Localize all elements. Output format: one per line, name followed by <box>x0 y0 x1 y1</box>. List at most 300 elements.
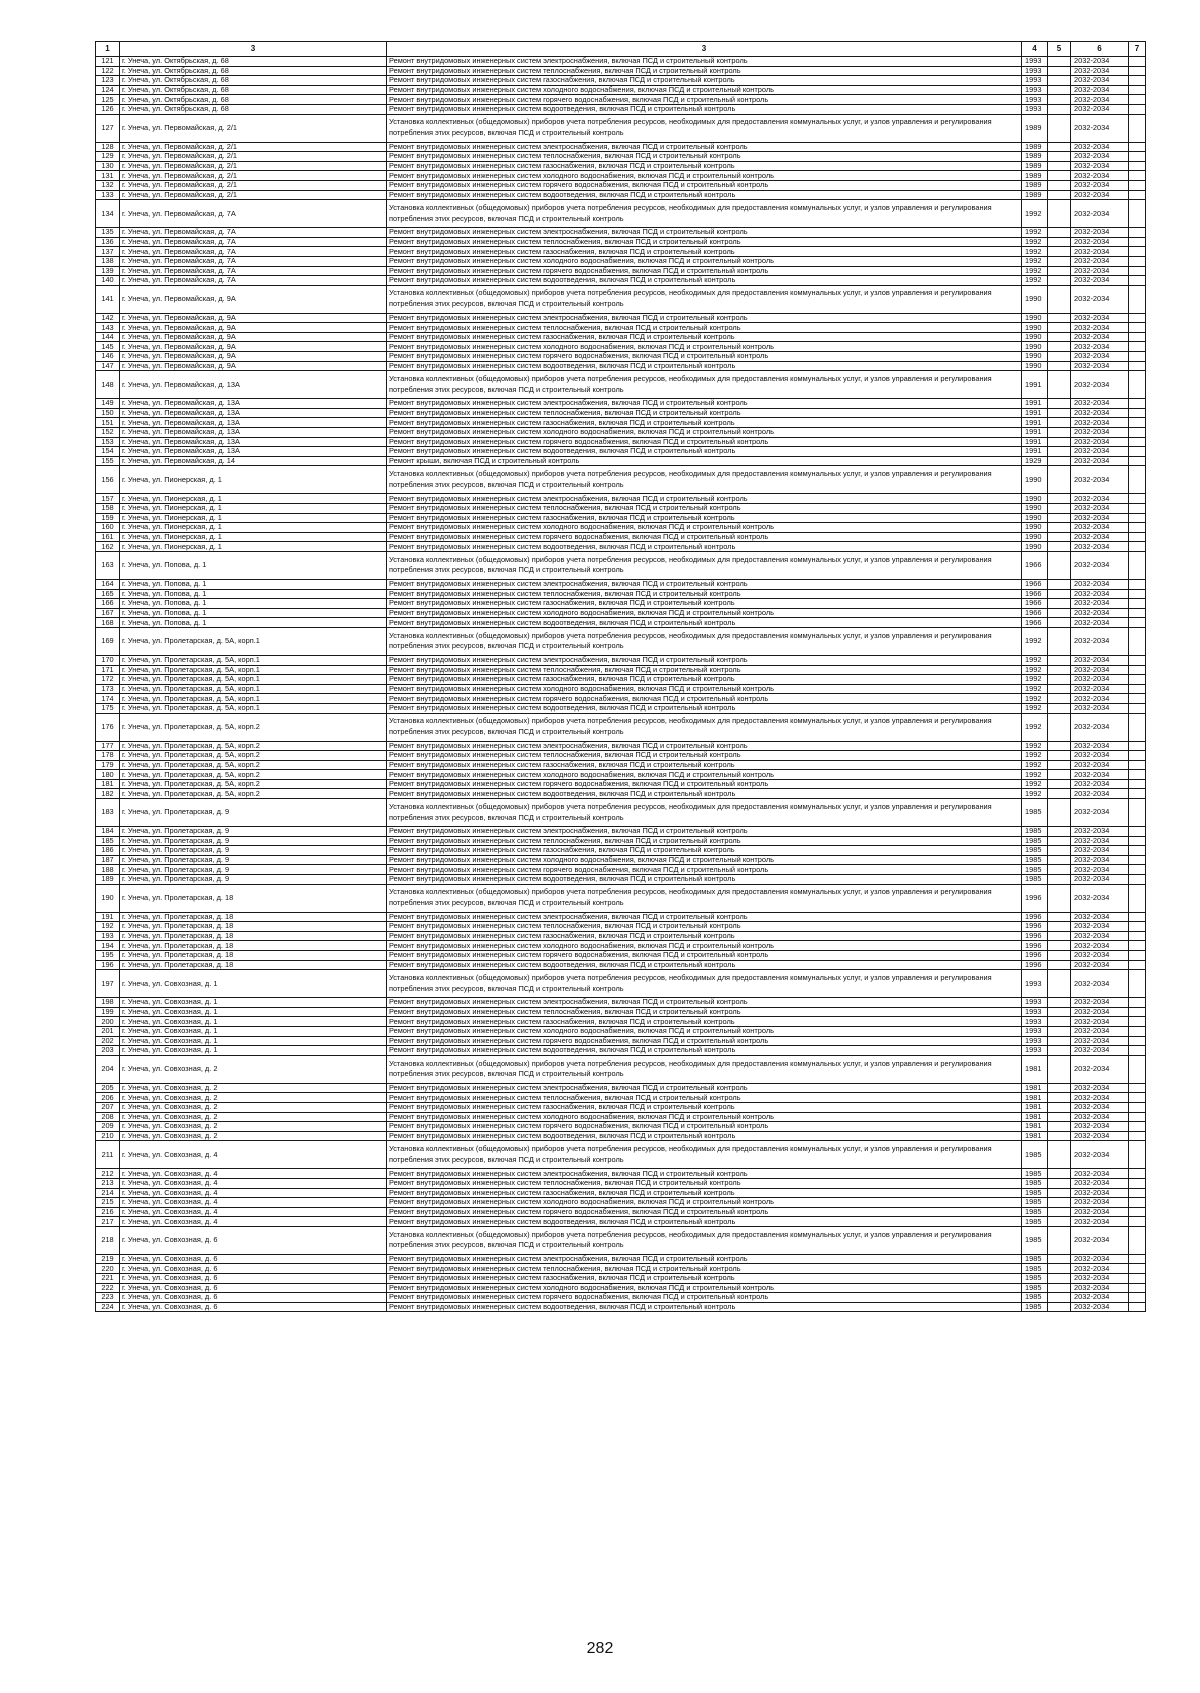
row-number: 160 <box>96 523 120 533</box>
row-number: 184 <box>96 827 120 837</box>
row-col-7 <box>1129 161 1146 171</box>
row-work-type: Ремонт внутридомовых инженерных систем водоотведения, включая ПСД и строительный контроль <box>387 104 1022 114</box>
row-number: 196 <box>96 960 120 970</box>
row-col-7 <box>1129 1007 1146 1017</box>
row-year: 1981 <box>1022 1131 1048 1141</box>
row-year: 1992 <box>1022 200 1048 228</box>
row-work-type: Установка коллективных (общедомовых) приборов учета потребления ресурсов, необходимых для предоставления коммунальных услуг, и узлов управления и регулирования потребления этих ресурсов, включая ПСД и строительный контроль <box>387 285 1022 313</box>
row-number: 154 <box>96 447 120 457</box>
row-address: г. Унеча, ул. Октябрьская, д. 68 <box>120 76 387 86</box>
table-row <box>96 579 1146 589</box>
row-work-type: Ремонт внутридомовых инженерных систем теплоснабжения, включая ПСД и строительный контроль <box>387 237 1022 247</box>
table-row <box>96 371 1146 399</box>
row-period: 2032-2034 <box>1071 998 1129 1008</box>
table-row <box>96 247 1146 257</box>
row-work-type: Ремонт внутридомовых инженерных систем горячего водоснабжения, включая ПСД и строительный контроль <box>387 95 1022 105</box>
row-col-5 <box>1048 799 1071 827</box>
row-address: г. Унеча, ул. Совхозная, д. 6 <box>120 1283 387 1293</box>
table-row <box>96 998 1146 1008</box>
row-year: 1992 <box>1022 789 1048 799</box>
table-row <box>96 1122 1146 1132</box>
row-col-7 <box>1129 1178 1146 1188</box>
row-col-5 <box>1048 152 1071 162</box>
row-period: 2032-2034 <box>1071 1141 1129 1169</box>
table-row <box>96 542 1146 552</box>
row-address: г. Унеча, ул. Пролетарская, д. 5А, корп.2 <box>120 760 387 770</box>
row-work-type: Ремонт внутридомовых инженерных систем горячего водоснабжения, включая ПСД и строительный контроль <box>387 951 1022 961</box>
row-year: 1993 <box>1022 104 1048 114</box>
row-col-5 <box>1048 694 1071 704</box>
row-col-7 <box>1129 1131 1146 1141</box>
row-number: 163 <box>96 551 120 579</box>
row-address: г. Унеча, ул. Пролетарская, д. 9 <box>120 827 387 837</box>
row-col-7 <box>1129 1207 1146 1217</box>
row-work-type: Ремонт внутридомовых инженерных систем холодного водоснабжения, включая ПСД и строительный контроль <box>387 256 1022 266</box>
row-col-7 <box>1129 85 1146 95</box>
row-work-type: Ремонт внутридомовых инженерных систем горячего водоснабжения, включая ПСД и строительный контроль <box>387 266 1022 276</box>
row-address: г. Унеча, ул. Пролетарская, д. 18 <box>120 884 387 912</box>
row-number: 170 <box>96 655 120 665</box>
table-row <box>96 751 1146 761</box>
row-col-7 <box>1129 266 1146 276</box>
row-col-5 <box>1048 1131 1071 1141</box>
row-work-type: Ремонт внутридомовых инженерных систем теплоснабжения, включая ПСД и строительный контроль <box>387 922 1022 932</box>
row-work-type: Установка коллективных (общедомовых) приборов учета потребления ресурсов, необходимых для предоставления коммунальных услуг, и узлов управления и регулирования потребления этих ресурсов, включая ПСД и строительный контроль <box>387 799 1022 827</box>
row-number: 217 <box>96 1217 120 1227</box>
row-col-7 <box>1129 960 1146 970</box>
table-row <box>96 884 1146 912</box>
row-year: 1985 <box>1022 855 1048 865</box>
row-work-type: Ремонт внутридомовых инженерных систем теплоснабжения, включая ПСД и строительный контроль <box>387 1093 1022 1103</box>
row-col-7 <box>1129 827 1146 837</box>
header-col-6: 6 <box>1071 42 1129 57</box>
row-year: 1985 <box>1022 1302 1048 1312</box>
row-period: 2032-2034 <box>1071 332 1129 342</box>
table-row <box>96 1226 1146 1254</box>
row-address: г. Унеча, ул. Пионерская, д. 1 <box>120 494 387 504</box>
row-work-type: Ремонт внутридомовых инженерных систем холодного водоснабжения, включая ПСД и строительный контроль <box>387 171 1022 181</box>
header-col-5: 5 <box>1048 42 1071 57</box>
row-period: 2032-2034 <box>1071 418 1129 428</box>
table-row <box>96 941 1146 951</box>
row-address: г. Унеча, ул. Первомайская, д. 2/1 <box>120 142 387 152</box>
row-col-5 <box>1048 104 1071 114</box>
row-address: г. Унеча, ул. Пролетарская, д. 9 <box>120 799 387 827</box>
row-work-type: Ремонт внутридомовых инженерных систем холодного водоснабжения, включая ПСД и строительный контроль <box>387 85 1022 95</box>
row-address: г. Унеча, ул. Пролетарская, д. 18 <box>120 931 387 941</box>
row-period: 2032-2034 <box>1071 1293 1129 1303</box>
row-work-type: Ремонт внутридомовых инженерных систем горячего водоснабжения, включая ПСД и строительный контроль <box>387 694 1022 704</box>
row-address: г. Унеча, ул. Пролетарская, д. 5А, корп.2 <box>120 779 387 789</box>
row-period: 2032-2034 <box>1071 675 1129 685</box>
row-work-type: Ремонт внутридомовых инженерных систем теплоснабжения, включая ПСД и строительный контроль <box>387 504 1022 514</box>
row-period: 2032-2034 <box>1071 865 1129 875</box>
row-year: 1985 <box>1022 865 1048 875</box>
table-row <box>96 1188 1146 1198</box>
row-col-5 <box>1048 342 1071 352</box>
table-row <box>96 1254 1146 1264</box>
row-work-type: Ремонт внутридомовых инженерных систем холодного водоснабжения, включая ПСД и строительный контроль <box>387 1283 1022 1293</box>
row-address: г. Унеча, ул. Пролетарская, д. 18 <box>120 960 387 970</box>
row-col-5 <box>1048 998 1071 1008</box>
row-col-5 <box>1048 884 1071 912</box>
row-year: 1985 <box>1022 1169 1048 1179</box>
table-row <box>96 618 1146 628</box>
row-period: 2032-2034 <box>1071 922 1129 932</box>
row-year: 1989 <box>1022 114 1048 142</box>
row-period: 2032-2034 <box>1071 456 1129 466</box>
table-row <box>96 589 1146 599</box>
row-period: 2032-2034 <box>1071 684 1129 694</box>
row-address: г. Унеча, ул. Октябрьская, д. 68 <box>120 57 387 67</box>
row-col-7 <box>1129 655 1146 665</box>
row-year: 1989 <box>1022 161 1048 171</box>
row-period: 2032-2034 <box>1071 770 1129 780</box>
row-year: 1993 <box>1022 57 1048 67</box>
row-col-7 <box>1129 95 1146 105</box>
table-row <box>96 142 1146 152</box>
row-number: 158 <box>96 504 120 514</box>
row-work-type: Ремонт внутридомовых инженерных систем водоотведения, включая ПСД и строительный контроль <box>387 1046 1022 1056</box>
row-number: 157 <box>96 494 120 504</box>
row-address: г. Унеча, ул. Пролетарская, д. 5А, корп.1 <box>120 665 387 675</box>
row-col-5 <box>1048 1007 1071 1017</box>
table-row <box>96 418 1146 428</box>
row-number: 135 <box>96 228 120 238</box>
row-number: 212 <box>96 1169 120 1179</box>
row-col-5 <box>1048 66 1071 76</box>
row-year: 1985 <box>1022 846 1048 856</box>
row-col-5 <box>1048 237 1071 247</box>
row-period: 2032-2034 <box>1071 313 1129 323</box>
table-row <box>96 770 1146 780</box>
row-col-5 <box>1048 332 1071 342</box>
row-col-7 <box>1129 665 1146 675</box>
row-year: 1989 <box>1022 171 1048 181</box>
table-row <box>96 694 1146 704</box>
table-row <box>96 551 1146 579</box>
table-row <box>96 266 1146 276</box>
row-col-7 <box>1129 152 1146 162</box>
row-period: 2032-2034 <box>1071 1198 1129 1208</box>
row-number: 147 <box>96 361 120 371</box>
row-address: г. Унеча, ул. Совхозная, д. 1 <box>120 970 387 998</box>
table-row <box>96 1007 1146 1017</box>
row-period: 2032-2034 <box>1071 1017 1129 1027</box>
row-address: г. Унеча, ул. Первомайская, д. 9А <box>120 313 387 323</box>
row-year: 1993 <box>1022 1007 1048 1017</box>
row-period: 2032-2034 <box>1071 884 1129 912</box>
row-col-7 <box>1129 846 1146 856</box>
table-row <box>96 276 1146 286</box>
row-col-5 <box>1048 703 1071 713</box>
row-address: г. Унеча, ул. Первомайская, д. 14 <box>120 456 387 466</box>
row-work-type: Ремонт внутридомовых инженерных систем водоотведения, включая ПСД и строительный контроль <box>387 447 1022 457</box>
row-period: 2032-2034 <box>1071 1283 1129 1293</box>
row-col-5 <box>1048 713 1071 741</box>
row-address: г. Унеча, ул. Первомайская, д. 9А <box>120 352 387 362</box>
row-col-5 <box>1048 618 1071 628</box>
row-col-7 <box>1129 447 1146 457</box>
row-work-type: Ремонт внутридомовых инженерных систем холодного водоснабжения, включая ПСД и строительный контроль <box>387 1112 1022 1122</box>
work-plan-table <box>95 41 1146 1312</box>
table-row <box>96 152 1146 162</box>
row-address: г. Унеча, ул. Совхозная, д. 4 <box>120 1141 387 1169</box>
row-year: 1993 <box>1022 970 1048 998</box>
table-row <box>96 960 1146 970</box>
table-row <box>96 361 1146 371</box>
table-row <box>96 1264 1146 1274</box>
row-year: 1992 <box>1022 256 1048 266</box>
row-col-5 <box>1048 827 1071 837</box>
row-col-7 <box>1129 1026 1146 1036</box>
row-col-5 <box>1048 1083 1071 1093</box>
row-col-5 <box>1048 399 1071 409</box>
row-col-5 <box>1048 256 1071 266</box>
row-col-5 <box>1048 684 1071 694</box>
row-address: г. Унеча, ул. Пролетарская, д. 9 <box>120 855 387 865</box>
row-col-7 <box>1129 1017 1146 1027</box>
row-number: 169 <box>96 627 120 655</box>
row-period: 2032-2034 <box>1071 846 1129 856</box>
row-work-type: Ремонт внутридомовых инженерных систем холодного водоснабжения, включая ПСД и строительный контроль <box>387 523 1022 533</box>
row-address: г. Унеча, ул. Совхозная, д. 1 <box>120 1046 387 1056</box>
row-number: 195 <box>96 951 120 961</box>
row-number: 172 <box>96 675 120 685</box>
row-number: 186 <box>96 846 120 856</box>
row-col-5 <box>1048 627 1071 655</box>
row-number: 202 <box>96 1036 120 1046</box>
row-period: 2032-2034 <box>1071 779 1129 789</box>
row-period: 2032-2034 <box>1071 751 1129 761</box>
row-number: 183 <box>96 799 120 827</box>
row-number: 204 <box>96 1055 120 1083</box>
row-address: г. Унеча, ул. Пролетарская, д. 5А, корп.1 <box>120 703 387 713</box>
table-row <box>96 161 1146 171</box>
row-col-5 <box>1048 789 1071 799</box>
work-plan-table-page <box>95 41 1145 1312</box>
row-col-5 <box>1048 161 1071 171</box>
table-row <box>96 684 1146 694</box>
row-work-type: Установка коллективных (общедомовых) приборов учета потребления ресурсов, необходимых для предоставления коммунальных услуг, и узлов управления и регулирования потребления этих ресурсов, включая ПСД и строительный контроль <box>387 1141 1022 1169</box>
row-year: 1985 <box>1022 827 1048 837</box>
row-col-5 <box>1048 1055 1071 1083</box>
table-row <box>96 1055 1146 1083</box>
row-year: 1992 <box>1022 741 1048 751</box>
row-col-5 <box>1048 770 1071 780</box>
row-period: 2032-2034 <box>1071 1302 1129 1312</box>
row-col-7 <box>1129 931 1146 941</box>
row-number: 223 <box>96 1293 120 1303</box>
row-work-type: Ремонт внутридомовых инженерных систем холодного водоснабжения, включая ПСД и строительный контроль <box>387 684 1022 694</box>
table-row <box>96 1283 1146 1293</box>
row-address: г. Унеча, ул. Пионерская, д. 1 <box>120 542 387 552</box>
row-number: 220 <box>96 1264 120 1274</box>
row-col-7 <box>1129 1141 1146 1169</box>
row-col-5 <box>1048 247 1071 257</box>
row-col-7 <box>1129 352 1146 362</box>
row-number: 129 <box>96 152 120 162</box>
row-col-5 <box>1048 285 1071 313</box>
row-year: 1985 <box>1022 1217 1048 1227</box>
row-col-7 <box>1129 1302 1146 1312</box>
row-address: г. Унеча, ул. Первомайская, д. 7А <box>120 200 387 228</box>
table-row <box>96 408 1146 418</box>
row-col-5 <box>1048 1122 1071 1132</box>
row-work-type: Ремонт внутридомовых инженерных систем газоснабжения, включая ПСД и строительный контроль <box>387 760 1022 770</box>
row-address: г. Унеча, ул. Совхозная, д. 1 <box>120 1017 387 1027</box>
row-col-7 <box>1129 104 1146 114</box>
row-address: г. Унеча, ул. Совхозная, д. 6 <box>120 1274 387 1284</box>
row-work-type: Установка коллективных (общедомовых) приборов учета потребления ресурсов, необходимых для предоставления коммунальных услуг, и узлов управления и регулирования потребления этих ресурсов, включая ПСД и строительный контроль <box>387 1055 1022 1083</box>
row-col-5 <box>1048 865 1071 875</box>
row-year: 1990 <box>1022 323 1048 333</box>
row-col-7 <box>1129 504 1146 514</box>
row-year: 1990 <box>1022 494 1048 504</box>
row-col-7 <box>1129 970 1146 998</box>
row-work-type: Ремонт внутридомовых инженерных систем водоотведения, включая ПСД и строительный контроль <box>387 190 1022 200</box>
row-number: 200 <box>96 1017 120 1027</box>
row-number: 205 <box>96 1083 120 1093</box>
row-col-7 <box>1129 532 1146 542</box>
row-col-5 <box>1048 513 1071 523</box>
row-number: 185 <box>96 836 120 846</box>
row-number: 181 <box>96 779 120 789</box>
row-col-7 <box>1129 66 1146 76</box>
row-address: г. Унеча, ул. Попова, д. 1 <box>120 589 387 599</box>
row-col-7 <box>1129 865 1146 875</box>
row-col-7 <box>1129 1226 1146 1254</box>
row-address: г. Унеча, ул. Первомайская, д. 9А <box>120 332 387 342</box>
row-col-7 <box>1129 694 1146 704</box>
row-work-type: Ремонт внутридомовых инженерных систем горячего водоснабжения, включая ПСД и строительный контроль <box>387 437 1022 447</box>
row-period: 2032-2034 <box>1071 532 1129 542</box>
table-row <box>96 190 1146 200</box>
row-address: г. Унеча, ул. Пионерская, д. 1 <box>120 513 387 523</box>
table-row <box>96 875 1146 885</box>
row-period: 2032-2034 <box>1071 951 1129 961</box>
row-work-type: Ремонт внутридомовых инженерных систем водоотведения, включая ПСД и строительный контроль <box>387 789 1022 799</box>
row-year: 1996 <box>1022 931 1048 941</box>
row-address: г. Унеча, ул. Первомайская, д. 2/1 <box>120 171 387 181</box>
row-work-type: Ремонт внутридомовых инженерных систем электроснабжения, включая ПСД и строительный контроль <box>387 579 1022 589</box>
row-col-7 <box>1129 799 1146 827</box>
row-col-5 <box>1048 1178 1071 1188</box>
table-row <box>96 76 1146 86</box>
row-work-type: Ремонт внутридомовых инженерных систем теплоснабжения, включая ПСД и строительный контроль <box>387 152 1022 162</box>
table-row <box>96 789 1146 799</box>
row-number: 152 <box>96 428 120 438</box>
row-number: 201 <box>96 1026 120 1036</box>
row-number: 125 <box>96 95 120 105</box>
row-col-5 <box>1048 951 1071 961</box>
row-work-type: Установка коллективных (общедомовых) приборов учета потребления ресурсов, необходимых для предоставления коммунальных услуг, и узлов управления и регулирования потребления этих ресурсов, включая ПСД и строительный контроль <box>387 114 1022 142</box>
row-col-7 <box>1129 399 1146 409</box>
row-work-type: Ремонт внутридомовых инженерных систем горячего водоснабжения, включая ПСД и строительный контроль <box>387 1293 1022 1303</box>
table-row <box>96 970 1146 998</box>
row-col-7 <box>1129 855 1146 865</box>
row-period: 2032-2034 <box>1071 504 1129 514</box>
row-number: 224 <box>96 1302 120 1312</box>
row-year: 1990 <box>1022 332 1048 342</box>
table-row <box>96 1198 1146 1208</box>
row-year: 1966 <box>1022 589 1048 599</box>
row-address: г. Унеча, ул. Первомайская, д. 13А <box>120 371 387 399</box>
row-col-7 <box>1129 951 1146 961</box>
row-number: 124 <box>96 85 120 95</box>
row-col-7 <box>1129 741 1146 751</box>
row-col-7 <box>1129 313 1146 323</box>
row-col-7 <box>1129 618 1146 628</box>
row-address: г. Унеча, ул. Пролетарская, д. 5А, корп.2 <box>120 789 387 799</box>
row-period: 2032-2034 <box>1071 408 1129 418</box>
row-period: 2032-2034 <box>1071 1264 1129 1274</box>
row-number: 136 <box>96 237 120 247</box>
row-work-type: Ремонт внутридомовых инженерных систем электроснабжения, включая ПСД и строительный контроль <box>387 494 1022 504</box>
table-row <box>96 399 1146 409</box>
row-work-type: Ремонт внутридомовых инженерных систем водоотведения, включая ПСД и строительный контроль <box>387 960 1022 970</box>
row-col-5 <box>1048 665 1071 675</box>
row-work-type: Ремонт внутридомовых инженерных систем электроснабжения, включая ПСД и строительный контроль <box>387 142 1022 152</box>
row-col-7 <box>1129 760 1146 770</box>
row-work-type: Ремонт внутридомовых инженерных систем газоснабжения, включая ПСД и строительный контроль <box>387 599 1022 609</box>
row-year: 1981 <box>1022 1102 1048 1112</box>
row-number: 127 <box>96 114 120 142</box>
row-period: 2032-2034 <box>1071 1007 1129 1017</box>
row-work-type: Ремонт внутридомовых инженерных систем электроснабжения, включая ПСД и строительный контроль <box>387 1083 1022 1093</box>
row-period: 2032-2034 <box>1071 437 1129 447</box>
row-col-7 <box>1129 523 1146 533</box>
row-period: 2032-2034 <box>1071 789 1129 799</box>
row-address: г. Унеча, ул. Пионерская, д. 1 <box>120 532 387 542</box>
row-year: 1992 <box>1022 751 1048 761</box>
row-col-5 <box>1048 142 1071 152</box>
row-col-5 <box>1048 922 1071 932</box>
table-row <box>96 1293 1146 1303</box>
row-address: г. Унеча, ул. Совхозная, д. 1 <box>120 998 387 1008</box>
row-work-type: Ремонт внутридомовых инженерных систем водоотведения, включая ПСД и строительный контроль <box>387 618 1022 628</box>
row-col-7 <box>1129 200 1146 228</box>
row-number: 131 <box>96 171 120 181</box>
row-col-7 <box>1129 875 1146 885</box>
row-year: 1992 <box>1022 627 1048 655</box>
row-work-type: Ремонт внутридомовых инженерных систем горячего водоснабжения, включая ПСД и строительный контроль <box>387 532 1022 542</box>
row-year: 1981 <box>1022 1122 1048 1132</box>
row-col-7 <box>1129 941 1146 951</box>
row-col-5 <box>1048 1017 1071 1027</box>
row-col-5 <box>1048 760 1071 770</box>
row-number: 161 <box>96 532 120 542</box>
row-col-7 <box>1129 76 1146 86</box>
row-work-type: Ремонт внутридомовых инженерных систем электроснабжения, включая ПСД и строительный контроль <box>387 57 1022 67</box>
row-year: 1992 <box>1022 694 1048 704</box>
row-work-type: Ремонт внутридомовых инженерных систем газоснабжения, включая ПСД и строительный контроль <box>387 332 1022 342</box>
row-address: г. Унеча, ул. Совхозная, д. 6 <box>120 1226 387 1254</box>
row-number: 121 <box>96 57 120 67</box>
row-number: 145 <box>96 342 120 352</box>
row-address: г. Унеча, ул. Пролетарская, д. 5А, корп.1 <box>120 655 387 665</box>
row-address: г. Унеча, ул. Первомайская, д. 13А <box>120 437 387 447</box>
row-year: 1996 <box>1022 912 1048 922</box>
row-number: 197 <box>96 970 120 998</box>
row-year: 1985 <box>1022 1207 1048 1217</box>
row-number: 142 <box>96 313 120 323</box>
table-row <box>96 85 1146 95</box>
row-col-5 <box>1048 418 1071 428</box>
row-period: 2032-2034 <box>1071 371 1129 399</box>
row-col-5 <box>1048 1036 1071 1046</box>
row-number: 133 <box>96 190 120 200</box>
